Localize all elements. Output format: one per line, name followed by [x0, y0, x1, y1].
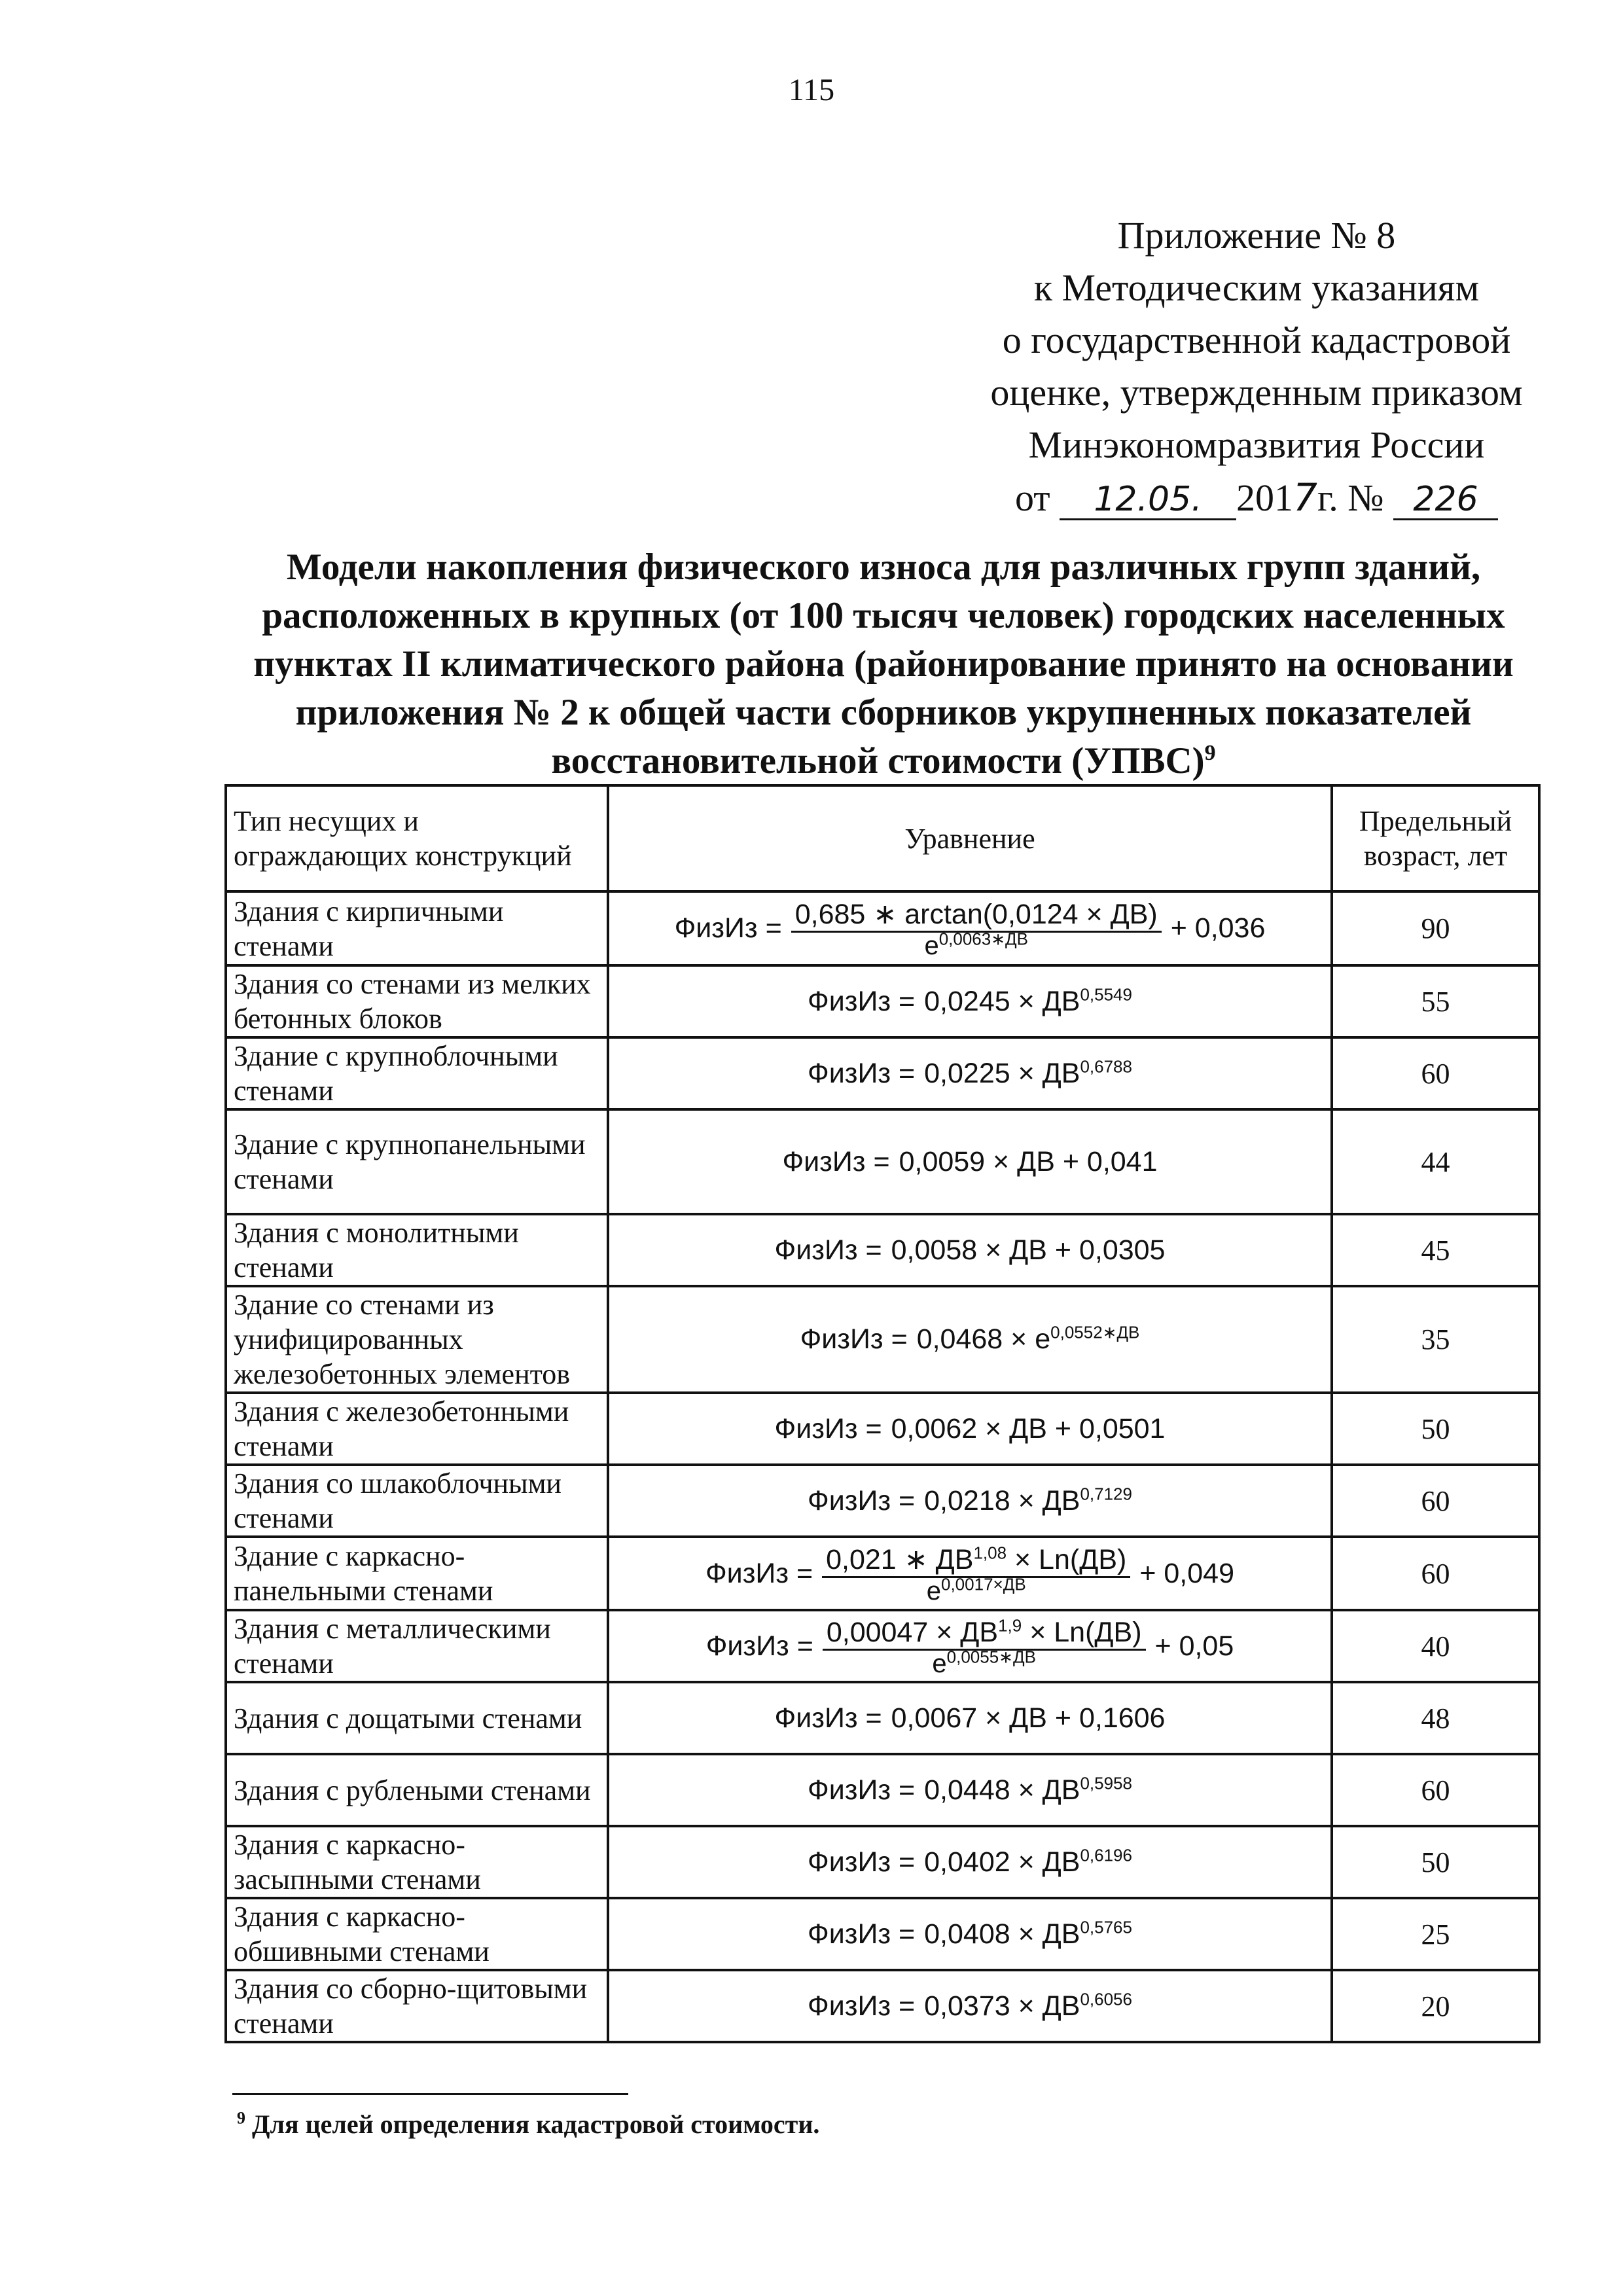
fraction	[791, 898, 1162, 959]
header-equation: Уравнение	[608, 785, 1332, 891]
equation-cell	[608, 1465, 1332, 1537]
fraction	[823, 1616, 1146, 1677]
equation-exponent: 0,0552∗ДВ	[1050, 1322, 1140, 1342]
construction-type: Здание с крупноблочными стенами	[226, 1037, 608, 1109]
order-date-line	[969, 471, 1544, 524]
equation-body	[924, 984, 1132, 1019]
equation	[705, 1543, 1234, 1604]
equation-exponent: 0,5765	[1080, 1917, 1132, 1937]
table-row	[226, 1754, 1539, 1826]
max-age: 60	[1332, 1465, 1539, 1537]
footnote-divider	[232, 2093, 628, 2095]
equation-cell	[608, 1393, 1332, 1465]
equation	[775, 1701, 1166, 1736]
denominator	[932, 1647, 1036, 1678]
appendix-line: Приложение № 8	[1117, 214, 1396, 257]
table-row	[226, 1610, 1539, 1682]
equation-lhs: ФизИз =	[808, 985, 916, 1017]
denominator-exponent: 0,0055∗ДВ	[946, 1647, 1036, 1667]
equation-cell	[608, 1537, 1332, 1610]
equation-lhs: ФизИз =	[782, 1145, 890, 1177]
table-row	[226, 1109, 1539, 1214]
construction-type: Здания с дощатыми стенами	[226, 1682, 608, 1754]
max-age: 48	[1332, 1682, 1539, 1754]
max-age: 50	[1332, 1393, 1539, 1465]
construction-type: Здания с кирпичными стенами	[226, 891, 608, 965]
table-row	[226, 1037, 1539, 1109]
equation-lhs: ФизИз =	[808, 1846, 916, 1878]
equation-lhs: ФизИз =	[705, 1630, 813, 1662]
equation-body: 0,0067 × ДВ + 0,1606	[891, 1702, 1166, 1734]
equation-lhs: ФизИз =	[774, 1702, 882, 1734]
footnote-text: Для целей определения кадастровой стоимости.	[252, 2109, 820, 2139]
equation	[808, 1056, 1132, 1091]
equation-lhs: ФизИз =	[774, 1234, 882, 1266]
equation-lhs: ФизИз =	[808, 1774, 916, 1806]
equation-body	[924, 1056, 1132, 1091]
table-row	[226, 1393, 1539, 1465]
equation-cell	[608, 1286, 1332, 1393]
table-row	[226, 1898, 1539, 1970]
equation-base: 0,0373 × ДВ	[924, 1990, 1080, 2022]
equation-lhs: ФизИз =	[800, 1323, 908, 1355]
equation	[800, 1322, 1140, 1357]
table-row	[226, 1682, 1539, 1754]
max-age: 45	[1332, 1214, 1539, 1286]
equation-cell	[608, 1037, 1332, 1109]
equation	[808, 984, 1132, 1019]
construction-type: Здания с каркасно-обшивными стенами	[226, 1898, 608, 1970]
table-row	[226, 1970, 1539, 2042]
equation-cell	[608, 1214, 1332, 1286]
equation-base: 0,0448 × ДВ	[924, 1774, 1080, 1806]
handwritten-year-digit: 7	[1293, 475, 1317, 520]
equation-body	[924, 1989, 1132, 2024]
max-age: 25	[1332, 1898, 1539, 1970]
date-prefix: от	[1014, 476, 1050, 519]
equation-body	[917, 1322, 1140, 1357]
table-header-row	[226, 785, 1539, 891]
max-age: 90	[1332, 891, 1539, 965]
equation-body	[924, 1845, 1132, 1880]
max-age: 55	[1332, 965, 1539, 1037]
handwritten-order-number: 226	[1393, 480, 1498, 520]
denominator-base: e	[926, 1576, 941, 1605]
equation	[808, 1773, 1132, 1808]
appendix-line: к Методическим указаниям	[1033, 266, 1480, 309]
equation-exponent: 0,6056	[1080, 1989, 1132, 2009]
equation-base: 0,0245 × ДВ	[924, 985, 1080, 1017]
table-body	[226, 891, 1539, 2042]
equation	[775, 1233, 1166, 1268]
equation-exponent: 0,6788	[1080, 1056, 1132, 1077]
denominator-base: e	[924, 931, 939, 960]
equation-exponent: 0,5958	[1080, 1773, 1132, 1793]
max-age: 35	[1332, 1286, 1539, 1393]
equation-exponent: 0,5549	[1080, 984, 1132, 1005]
handwritten-date: 12.05.	[1060, 480, 1236, 520]
equation-lhs: ФизИз =	[674, 912, 782, 944]
equation-cell	[608, 1826, 1332, 1898]
denominator-base: e	[932, 1649, 947, 1678]
equation-cell	[608, 965, 1332, 1037]
construction-type: Здания с железобетонными стенами	[226, 1393, 608, 1465]
equation-cell	[608, 1109, 1332, 1214]
appendix-line: Минэкономразвития России	[1028, 423, 1485, 466]
equation-cell	[608, 1682, 1332, 1754]
table-row	[226, 1214, 1539, 1286]
equation-cell	[608, 1610, 1332, 1682]
equation-cell	[608, 1970, 1332, 2042]
equation	[808, 1989, 1132, 2024]
title-text: Модели накопления физического износа для различных групп зданий, расположенных в крупных (от 100 тысяч человек) городских населенных пунктах II климатического района (районирование принято на основании приложения № 2 к общей части сборников укрупненных показателей восстановительной стоимости (УПВС)	[253, 547, 1514, 781]
equation-cell	[608, 891, 1332, 965]
table-row	[226, 965, 1539, 1037]
equation-lhs: ФизИз =	[808, 1484, 916, 1516]
max-age: 50	[1332, 1826, 1539, 1898]
numerator-exponent: 1,08	[973, 1543, 1007, 1563]
equation-base: 0,0408 × ДВ	[924, 1918, 1080, 1950]
equation-lhs: ФизИз =	[705, 1557, 813, 1589]
max-age: 40	[1332, 1610, 1539, 1682]
table-row	[226, 891, 1539, 965]
header-max-age: Предельный возраст, лет	[1332, 785, 1539, 891]
table-row	[226, 1826, 1539, 1898]
equation-body: 0,0062 × ДВ + 0,0501	[891, 1412, 1166, 1444]
denominator-exponent: 0,0017×ДВ	[941, 1574, 1026, 1594]
equation-exponent: 0,7129	[1080, 1484, 1132, 1504]
footnote-ref: 9	[1204, 741, 1216, 765]
equation-body	[924, 1484, 1132, 1518]
year-prefix: 201	[1236, 476, 1294, 519]
page-number: 115	[788, 73, 835, 107]
numerator	[823, 1616, 1146, 1651]
equation-body: 0,0059 × ДВ + 0,041	[899, 1145, 1158, 1177]
construction-type: Здания с каркасно-засыпными стенами	[226, 1826, 608, 1898]
construction-type: Здания с монолитными стенами	[226, 1214, 608, 1286]
table-row	[226, 1537, 1539, 1610]
equation-exponent: 0,6196	[1080, 1845, 1132, 1865]
year-suffix: г. №	[1317, 476, 1384, 519]
equation-tail: + 0,049	[1139, 1557, 1234, 1589]
equation-tail: + 0,036	[1170, 912, 1266, 944]
numerator-a: 0,021 ∗ ДВ	[826, 1543, 974, 1575]
numerator-exponent: 1,9	[998, 1615, 1022, 1636]
footnote	[237, 2109, 819, 2140]
construction-type: Здания со стенами из мелких бетонных блоков	[226, 965, 608, 1037]
header-construction-type: Тип несущих и ограждающих конструкций	[226, 785, 608, 891]
equation-lhs: ФизИз =	[774, 1412, 882, 1444]
numerator-b: × Ln(ДВ)	[1014, 1543, 1127, 1575]
equation	[706, 1616, 1234, 1677]
document-title	[249, 543, 1518, 785]
equation-lhs: ФизИз =	[808, 1918, 916, 1950]
max-age: 44	[1332, 1109, 1539, 1214]
equation	[775, 1412, 1166, 1446]
wear-models-table	[224, 784, 1541, 2043]
equation-lhs: ФизИз =	[808, 1057, 916, 1089]
equation-cell	[608, 1898, 1332, 1970]
appendix-line: оценке, утвержденным приказом	[990, 371, 1523, 414]
construction-type: Здания со шлакоблочными стенами	[226, 1465, 608, 1537]
denominator	[926, 1574, 1026, 1605]
construction-type: Здания со сборно-щитовыми стенами	[226, 1970, 608, 2042]
equation-base: 0,0225 × ДВ	[924, 1057, 1080, 1089]
construction-type: Здания с металлическими стенами	[226, 1610, 608, 1682]
construction-type: Здание со стенами из унифицированных железобетонных элементов	[226, 1286, 608, 1393]
denominator	[924, 929, 1028, 960]
equation-cell	[608, 1754, 1332, 1826]
max-age: 20	[1332, 1970, 1539, 2042]
equation-tail: + 0,05	[1154, 1630, 1234, 1662]
appendix-header	[969, 209, 1544, 524]
equation	[808, 1917, 1132, 1952]
construction-type: Здание с каркасно-панельными стенами	[226, 1537, 608, 1610]
fraction	[822, 1543, 1130, 1604]
construction-type: Здание с крупнопанельными стенами	[226, 1109, 608, 1214]
denominator-exponent: 0,0063∗ДВ	[938, 929, 1028, 949]
table-row	[226, 1286, 1539, 1393]
numerator	[822, 1543, 1130, 1578]
numerator: 0,685 ∗ arctan(0,0124 × ДВ)	[791, 898, 1162, 933]
equation	[808, 1484, 1132, 1518]
numerator-b: × Ln(ДВ)	[1029, 1616, 1142, 1648]
equation	[808, 1845, 1132, 1880]
construction-type: Здания с рублеными стенами	[226, 1754, 608, 1826]
max-age: 60	[1332, 1754, 1539, 1826]
footnote-number: 9	[237, 2108, 245, 2128]
appendix-line: о государственной кадастровой	[1002, 319, 1511, 361]
table-row	[226, 1465, 1539, 1537]
equation-base: 0,0468 × e	[916, 1323, 1051, 1355]
max-age: 60	[1332, 1037, 1539, 1109]
equation-body: 0,0058 × ДВ + 0,0305	[891, 1234, 1166, 1266]
equation-base: 0,0402 × ДВ	[924, 1846, 1080, 1878]
equation-body	[924, 1917, 1132, 1952]
equation-body	[924, 1773, 1132, 1808]
max-age: 60	[1332, 1537, 1539, 1610]
equation-lhs: ФизИз =	[808, 1990, 916, 2022]
equation	[675, 898, 1266, 959]
equation	[782, 1145, 1157, 1179]
equation-base: 0,0218 × ДВ	[924, 1484, 1080, 1516]
numerator-a: 0,00047 × ДВ	[826, 1616, 999, 1648]
